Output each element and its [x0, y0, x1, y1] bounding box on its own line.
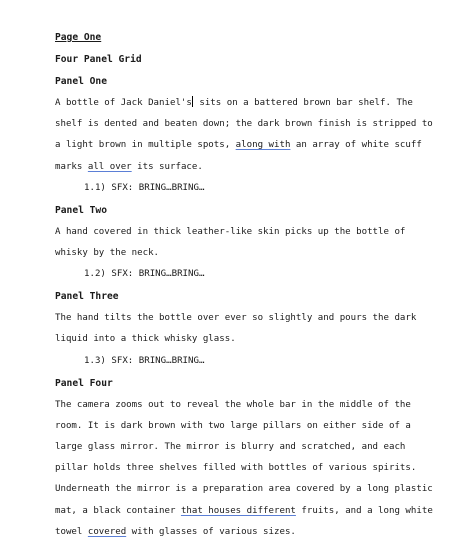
text-run: sits on a battered brown bar shelf. The: [193, 98, 413, 108]
panel-four-line-2[interactable]: room. It is dark brown with two large pillars on either side of a: [55, 420, 411, 431]
panel-three-line-2[interactable]: liquid into a thick whisky glass.: [55, 334, 236, 345]
text-run: its surface.: [131, 161, 203, 172]
panel-one-line-2[interactable]: shelf is dented and beaten down; the dark brown finish is stripped to: [55, 119, 433, 130]
page-title: Page One: [55, 32, 102, 43]
panel-one-line-1[interactable]: [55, 93, 455, 114]
text-run: a light brown in multiple spots,: [55, 140, 236, 151]
panel-one-sfx: 1.1) SFX: BRING…BRING…: [84, 182, 205, 193]
panel-four-line-3[interactable]: large glass mirror. The mirror is blurry and scratched, and each: [55, 442, 406, 453]
panel-four-line-4[interactable]: pillar holds three shelves filled with bottles of various spirits.: [55, 463, 417, 474]
text-run: A bottle of Jack Daniel's: [55, 98, 192, 108]
panel-three-heading: Panel Three: [55, 291, 119, 303]
text-run: mat, a black container: [55, 505, 181, 516]
text-run: with glasses of various sizes.: [126, 526, 296, 537]
panel-three-sfx: 1.3) SFX: BRING…BRING…: [84, 355, 205, 366]
grammar-flag[interactable]: along with: [235, 140, 291, 151]
text-run: marks: [55, 161, 88, 172]
grammar-flag[interactable]: covered: [87, 526, 127, 537]
panel-two-line-1[interactable]: A hand covered in thick leather-like skin picks up the bottle of: [55, 226, 406, 237]
panel-one-line-3[interactable]: [55, 135, 455, 156]
panel-two-line-2[interactable]: whisky by the neck.: [55, 248, 160, 259]
panel-four-line-5[interactable]: Underneath the mirror is a preparation area covered by a long plastic: [55, 484, 433, 495]
panel-four-line-1[interactable]: The camera zooms out to reveal the whole bar in the middle of the: [55, 399, 411, 410]
document-page[interactable]: [55, 32, 455, 543]
text-run: towel: [55, 526, 88, 537]
panel-one-line-4[interactable]: [55, 157, 455, 178]
panel-four-line-6[interactable]: [55, 501, 455, 522]
text-run: an array of white scuff: [290, 140, 422, 151]
panel-four-line-7[interactable]: [55, 522, 455, 543]
panel-two-sfx: 1.2) SFX: BRING…BRING…: [84, 269, 205, 280]
grammar-flag[interactable]: that houses different: [180, 505, 296, 516]
text-run: fruits, and a long white: [295, 505, 433, 516]
panel-two-heading: Panel Two: [55, 204, 107, 216]
panel-four-heading: Panel Four: [55, 377, 113, 389]
panel-three-line-1[interactable]: The hand tilts the bottle over ever so slightly and pours the dark: [55, 313, 417, 324]
panel-one-heading: Panel One: [55, 76, 107, 87]
grid-title: Four Panel Grid: [55, 54, 142, 65]
grammar-flag[interactable]: all over: [87, 161, 132, 172]
